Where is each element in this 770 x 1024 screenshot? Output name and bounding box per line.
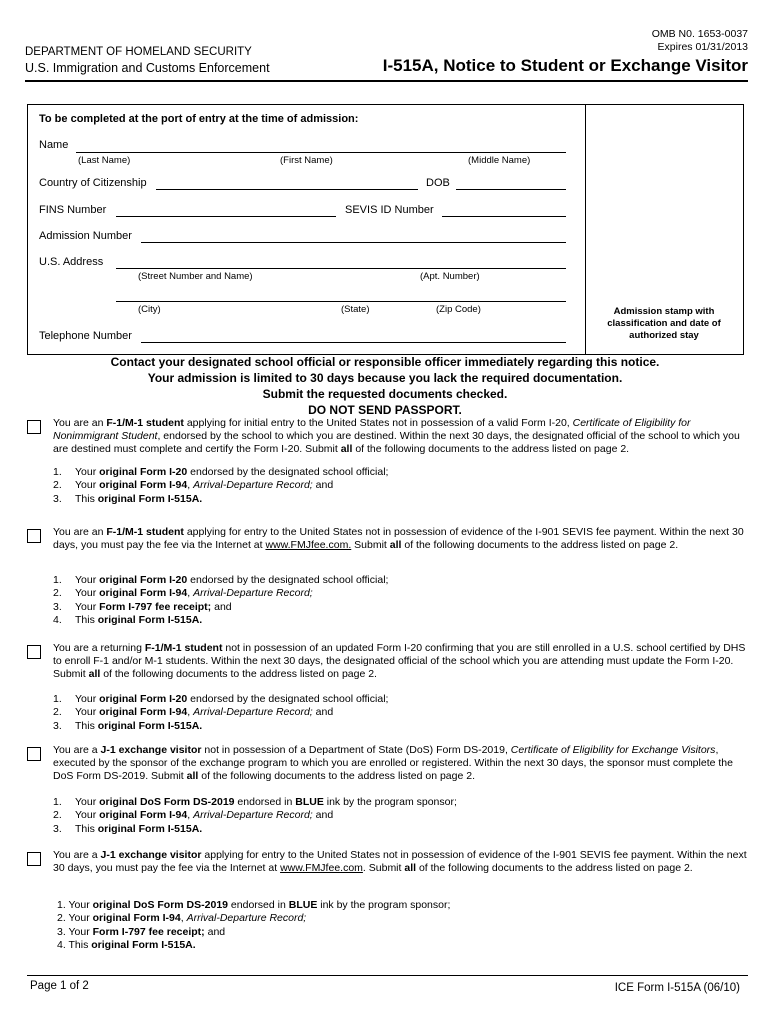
item-number: 2. (53, 809, 62, 822)
text-run: Your (75, 466, 100, 478)
text-run: , (187, 706, 194, 719)
notice-no-passport: DO NOT SEND PASSPORT. (308, 403, 462, 417)
text-run: not in possession of an updated Form I-20 confirming that you are still enrolled in a U.S. school certified by DHS to enroll F-1 and/or M-1 students. Within the next 30 days, the designated official of the school which you are attending must update the Form I-20. Submit (53, 642, 746, 681)
admission-number-label: Admission Number (39, 230, 132, 242)
country-field[interactable] (156, 189, 418, 190)
text-run: of the following documents to the address listed on page 2. (198, 770, 476, 783)
section-text (53, 744, 749, 784)
text-run: Arrival-Departure Record; (193, 809, 313, 822)
middle-name-caption: (Middle Name) (468, 155, 531, 166)
text-run: and (312, 706, 334, 719)
text-run: . Submit (362, 862, 405, 875)
text-run: J-1 exchange visitor (100, 744, 202, 756)
fmjfee-link[interactable]: www.FMJfee.com (280, 862, 363, 875)
text-run: Your (65, 912, 93, 925)
first-name-caption: (First Name) (280, 155, 333, 166)
item-number: 2. (57, 912, 66, 925)
text-run: You are a returning (53, 642, 145, 654)
list-item (53, 823, 749, 836)
text-run: original Form I-94 (99, 587, 188, 600)
city-caption: (City) (138, 304, 161, 315)
header-rule (25, 80, 748, 82)
text-run: ink by the program sponsor; (317, 899, 451, 911)
text-run: Arrival-Departure Record; (186, 912, 307, 925)
text-run: of the following documents to the address listed on page 2. (352, 443, 630, 456)
text-run: You are an (53, 417, 107, 429)
item-number: 2. (53, 706, 62, 719)
item-number: 4. (57, 939, 66, 952)
checkbox-f1-returning[interactable] (27, 645, 41, 659)
text-run: , endorsed by the school to which you are destined. Within the next 30 days, the designated official of the school to which you are destined must complete and certify the Form I-20. Submit (53, 430, 740, 456)
text-run: You are a (53, 744, 101, 756)
address-label: U.S. Address (39, 256, 104, 268)
text-run: original Form I-94 (92, 912, 181, 925)
list-item (53, 574, 749, 587)
document-list (53, 693, 749, 733)
section-text (53, 417, 749, 457)
checkbox-f1-initial-entry[interactable] (27, 420, 41, 434)
footer-rule (27, 975, 748, 976)
last-name-caption: (Last Name) (78, 155, 131, 166)
notice-submit: Submit the requested documents checked. (262, 387, 508, 401)
list-item (57, 899, 749, 912)
text-run: Your (75, 796, 100, 808)
item-number: 2. (53, 479, 62, 492)
expiration-date: Expires 01/31/2013 (657, 41, 748, 53)
item-number: 3. (53, 492, 62, 505)
item-number: 4. (53, 614, 62, 627)
item-number: 3. (53, 719, 62, 732)
text-run: This (65, 939, 92, 952)
fins-label: FINS Number (39, 204, 107, 216)
list-item (57, 926, 749, 939)
text-run: and (211, 600, 232, 613)
text-run: all (340, 443, 353, 456)
text-run: J-1 exchange visitor (100, 849, 202, 861)
list-item (53, 809, 749, 822)
text-run: Arrival-Departure Record; (193, 706, 313, 719)
notice-block (60, 354, 710, 418)
dob-label: DOB (426, 177, 450, 189)
text-run: and (204, 925, 226, 938)
section-text (53, 642, 749, 682)
text-run: original Form I-515A. (91, 939, 196, 952)
fins-field[interactable] (116, 216, 336, 217)
section-text (53, 849, 749, 875)
list-item (53, 479, 749, 492)
name-field[interactable] (76, 152, 566, 153)
text-run: original Form I-94 (99, 706, 188, 719)
text-run: original DoS Form DS-2019 (99, 796, 235, 808)
section-f1-initial-entry (27, 417, 749, 509)
zip-caption: (Zip Code) (436, 304, 481, 315)
name-label: Name (39, 139, 69, 151)
section-j1-sevis-fee (27, 849, 749, 959)
text-run: original Form I-515A. (97, 719, 203, 732)
text-run: applying for entry to the United States not in possession of evidence of the I-901 SEVIS fee payment. Within the next 30 days, you must pay the fee via the Internet at (53, 526, 744, 552)
checkbox-j1-sevis-fee[interactable] (27, 852, 41, 866)
text-run: Your (75, 587, 100, 600)
omb-info (652, 28, 748, 54)
sevis-label: SEVIS ID Number (345, 204, 434, 216)
list-item (57, 939, 749, 952)
list-item (53, 796, 749, 809)
text-run: BLUE (288, 899, 318, 911)
text-run: F-1/M-1 student (106, 526, 184, 538)
list-item (53, 614, 749, 627)
list-item (53, 587, 749, 600)
list-item (53, 493, 749, 506)
list-item (57, 912, 749, 925)
item-number: 1. (53, 466, 62, 478)
item-number: 3. (57, 925, 66, 938)
text-run: original Form I-94 (99, 479, 188, 492)
text-run: Submit (351, 539, 390, 552)
text-run: , (187, 587, 194, 600)
list-item (53, 720, 749, 733)
text-run: original Form I-20 (99, 574, 188, 586)
text-run: Your (75, 706, 100, 719)
text-run: endorsed by the designated school official; (187, 693, 389, 705)
notice-contact: Contact your designated school official or responsible officer immediately regarding this notice. (110, 355, 660, 369)
item-number: 1. (53, 574, 62, 586)
text-run: Your (75, 809, 100, 822)
text-run: Your (75, 479, 100, 492)
text-run: endorsed in (234, 796, 296, 808)
text-run: endorsed by the designated school official; (187, 574, 389, 586)
text-run: original Form I-515A. (97, 614, 203, 627)
text-run: , (187, 479, 194, 492)
text-run: endorsed in (228, 899, 289, 911)
text-run: original Form I-515A. (97, 492, 203, 505)
admission-box (27, 104, 744, 355)
text-run: Your (75, 574, 100, 586)
text-run: ink by the program sponsor; (323, 796, 457, 808)
section-j1-ds2019 (27, 744, 749, 839)
text-run: , (180, 912, 187, 925)
text-run: This (75, 614, 98, 627)
checkbox-j1-ds2019[interactable] (27, 747, 41, 761)
text-run: and (312, 809, 334, 822)
admission-box-heading: To be completed at the port of entry at the time of admission: (39, 113, 359, 125)
document-list (57, 899, 749, 953)
telephone-label: Telephone Number (39, 330, 132, 342)
street-field[interactable] (116, 268, 566, 269)
omb-number: OMB N0. 1653-0037 (651, 28, 748, 40)
text-run: original Form I-515A. (97, 822, 203, 835)
item-number: 3. (53, 600, 62, 613)
text-run: all (186, 770, 199, 783)
text-run: Your (65, 899, 93, 911)
text-run: F-1/M-1 student (144, 642, 223, 654)
text-run: not in possession of a Department of State (DoS) Form DS-2019, (201, 744, 511, 756)
text-run: , executed by the sponsor of the exchange program to which you are enrolled or registered. Within the next 30 days, the sponsor must complete the DoS Form DS-2019. Submit (53, 744, 733, 783)
dob-field[interactable] (456, 189, 566, 190)
text-run: original DoS Form DS-2019 (92, 899, 229, 911)
item-number: 2. (53, 587, 62, 600)
form-identifier: ICE Form I-515A (06/10) (614, 982, 740, 994)
list-item (53, 601, 749, 614)
section-f1-sevis-fee (27, 526, 749, 631)
list-item (53, 706, 749, 719)
text-run: This (75, 719, 98, 732)
text-run: Arrival-Departure Record; (193, 587, 313, 600)
department-name: DEPARTMENT OF HOMELAND SECURITY (25, 46, 252, 58)
sevis-field[interactable] (442, 216, 566, 217)
document-list (53, 796, 749, 836)
text-run: original Form I-94 (99, 809, 188, 822)
text-run: You are a (53, 849, 101, 861)
item-number: 3. (53, 822, 62, 835)
text-run: Arrival-Departure Record; (193, 479, 313, 492)
text-run: You are an (53, 526, 107, 538)
list-item (53, 466, 749, 479)
text-run: Your (75, 600, 100, 613)
text-run: Your (75, 693, 100, 705)
list-item (53, 693, 749, 706)
text-run: This (75, 492, 98, 505)
stamp-area-divider (585, 105, 586, 354)
checkbox-f1-sevis-fee[interactable] (27, 529, 41, 543)
text-run: and (312, 479, 334, 492)
form-title: I-515A, Notice to Student or Exchange Visitor (382, 56, 748, 75)
text-run: applying for initial entry to the United States not in possession of a valid Form I-20, (183, 417, 573, 429)
text-run: applying for entry to the United States not in possession of evidence of the I-901 SEVIS fee payment. Within the next 30 days, you must pay the fee via the Internet at (53, 849, 747, 875)
section-text (53, 526, 749, 552)
item-number: 1. (57, 899, 66, 911)
text-run: all (88, 668, 101, 681)
text-run: original Form I-20 (99, 693, 188, 705)
text-run: This (75, 822, 98, 835)
text-run: of the following documents to the address listed on page 2. (416, 862, 693, 875)
apt-caption: (Apt. Number) (420, 271, 480, 282)
text-run: of the following documents to the address listed on page 2. (100, 668, 377, 681)
item-number: 1. (53, 796, 62, 808)
notice-limit: Your admission is limited to 30 days because you lack the required documentation. (147, 371, 623, 385)
fmjfee-link[interactable]: www.FMJfee.com. (265, 539, 352, 552)
text-run: all (389, 539, 402, 552)
state-caption: (State) (341, 304, 370, 315)
text-run: Your (65, 925, 93, 938)
page-number: Page 1 of 2 (30, 980, 89, 992)
section-f1-returning (27, 642, 749, 737)
text-run: , (187, 809, 194, 822)
telephone-field[interactable] (141, 342, 566, 343)
agency-name: U.S. Immigration and Customs Enforcement (25, 61, 270, 75)
document-list (53, 574, 749, 628)
text-run: Form I-797 fee receipt; (99, 600, 212, 613)
text-run: Form I-797 fee receipt; (92, 925, 205, 938)
country-label: Country of Citizenship (39, 177, 147, 189)
item-number: 1. (53, 693, 62, 705)
text-run: original Form I-20 (99, 466, 188, 478)
text-run: Certificate of Eligibility for Exchange Visitors (510, 744, 716, 756)
document-list (53, 466, 749, 506)
text-run: of the following documents to the address listed on page 2. (401, 539, 679, 552)
text-run: Certificate of Eligibility for Nonimmigrant Student (53, 417, 691, 443)
city-state-zip-field[interactable] (116, 301, 566, 302)
text-run: BLUE (295, 796, 324, 808)
admission-number-field[interactable] (141, 242, 566, 243)
text-run: F-1/M-1 student (106, 417, 184, 429)
text-run: endorsed by the designated school official; (187, 466, 389, 478)
admission-stamp-caption: Admission stamp with classification and date of authorized stay (607, 306, 721, 341)
text-run: all (404, 862, 417, 875)
street-caption: (Street Number and Name) (138, 271, 253, 282)
